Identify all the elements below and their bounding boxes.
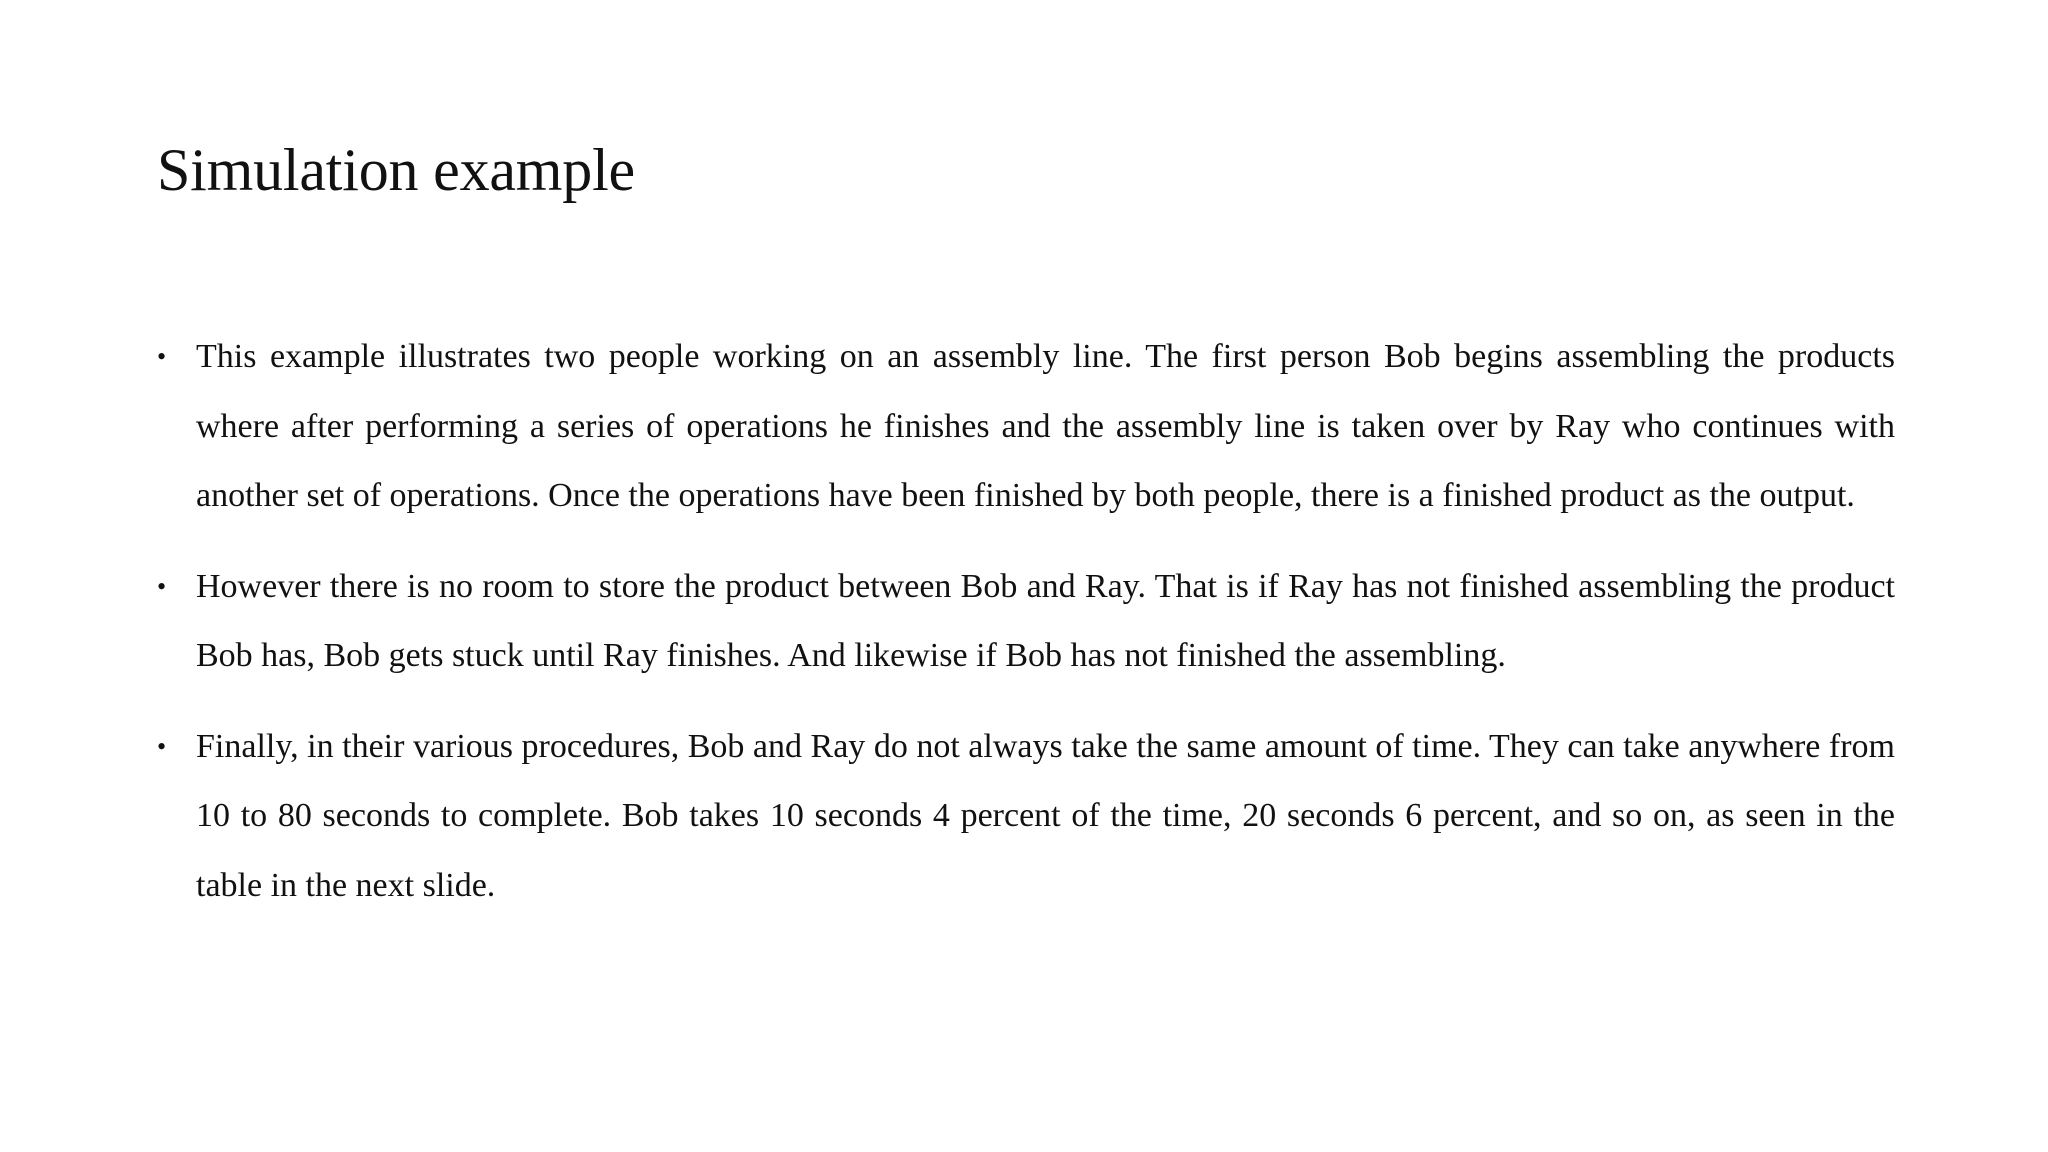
bullet-icon: •: [157, 731, 167, 761]
bullet-item-assembly-line: [157, 322, 1895, 531]
bullet-text: Finally, in their various procedures, Bob and Ray do not always take the same amount of time. They can take anywhere from 10 to 80 seconds to complete. Bob takes 10 seconds 4 percent of the time, 20 seconds 6 percent, and so on, as seen in the table in the next slide.: [196, 727, 1895, 904]
slide-title: Simulation example: [157, 137, 635, 203]
bullet-list: [157, 322, 1895, 941]
bullet-text: However there is no room to store the product between Bob and Ray. That is if Ray has not finished assembling the product Bob has, Bob gets stuck until Ray finishes. And likewise if Bob has not finished the assembling.: [196, 567, 1895, 674]
bullet-item-timing: [157, 712, 1895, 921]
bullet-icon: •: [157, 342, 167, 371]
bullet-text: This example illustrates two people working on an assembly line. The first person Bob begins assembling the products where after performing a series of operations he finishes and the assembly line is taken over by Ray who continues with another set of operations. Once the operations have been finished by both people, there is a finished product as the output.: [196, 338, 1895, 514]
bullet-item-no-storage: [157, 552, 1895, 691]
bullet-icon: •: [157, 571, 167, 601]
